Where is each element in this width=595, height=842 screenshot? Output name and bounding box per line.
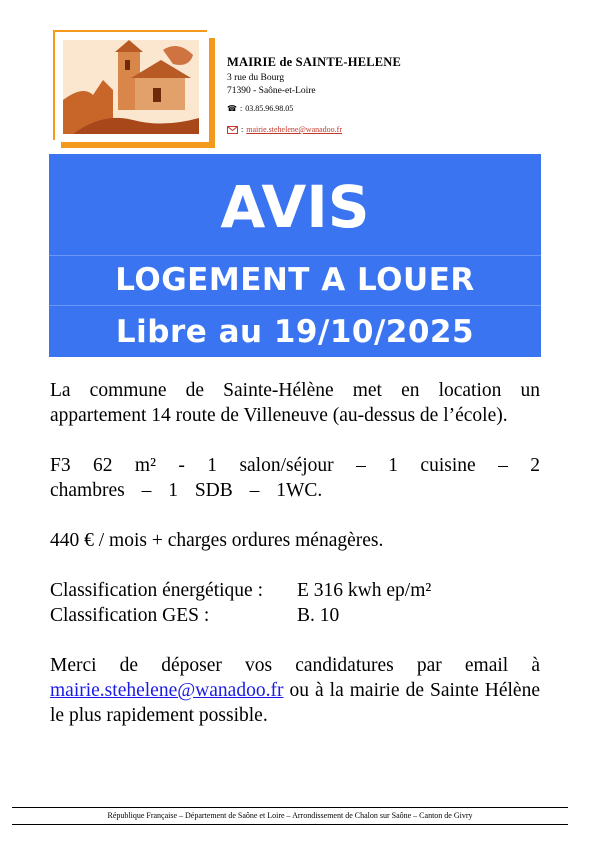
banner-availability: Libre au 19/10/2025 [115,314,475,350]
energy-label: Classification énergétique : [50,580,263,601]
header-contact [227,55,401,134]
phone-number: 03.85.96.98.05 [245,104,294,113]
energy-value: E 316 kwh ep/m² [297,580,432,601]
intro-paragraph: La commune de Sainte-Hélène met en location un appartement 14 route de Villeneuve (au-dessus de l’école). [50,380,540,426]
address-line-1: 3 rue du Bourg [227,73,285,83]
ges-label: Classification GES : [50,605,210,626]
ges-value: B. 10 [297,605,340,626]
notice-body [50,378,540,753]
footer-text: République Française – Département de Saône et Loire – Arrondissement de Chalon sur Saône – Canton de Givry [107,811,473,820]
footer-rule-bottom [12,824,568,825]
contact-paragraph [50,653,540,728]
logo-frame [53,30,207,140]
notice-banner [49,154,541,357]
classification-block [50,578,540,628]
banner-divider [49,255,541,256]
address-line-2: 71390 - Saône-et-Loire [227,86,316,96]
contact-after: ou à la mairie de Sainte Hélène le plus rapidement possible. [50,680,540,726]
email-line [227,125,401,134]
banner-subtitle: LOGEMENT A LOUER [115,262,475,298]
phone-icon: ☎ [227,104,237,113]
phone-prefix: : [239,104,243,113]
envelope-icon [227,126,238,134]
footer-rule-top [12,807,568,808]
mairie-name: MAIRIE de SAINTE-HELENE [227,55,402,69]
phone-line [227,104,401,113]
church-logo [63,40,199,134]
email-prefix: : [241,125,244,134]
contact-before: Merci de déposer vos candidatures par email à [50,655,540,676]
banner-divider [49,305,541,306]
price-paragraph: 440 € / mois + charges ordures ménagères. [50,530,384,551]
details-paragraph: F3 62 m² - 1 salon/séjour – 1 cuisine – 2 chambres – 1 SDB – 1WC. [50,455,540,501]
header-email-link[interactable]: mairie.stehelene@wanadoo.fr [246,125,343,134]
address [227,72,401,98]
contact-email-link[interactable]: mairie.stehelene@wanadoo.fr [50,680,284,701]
banner-title: AVIS [220,173,370,241]
